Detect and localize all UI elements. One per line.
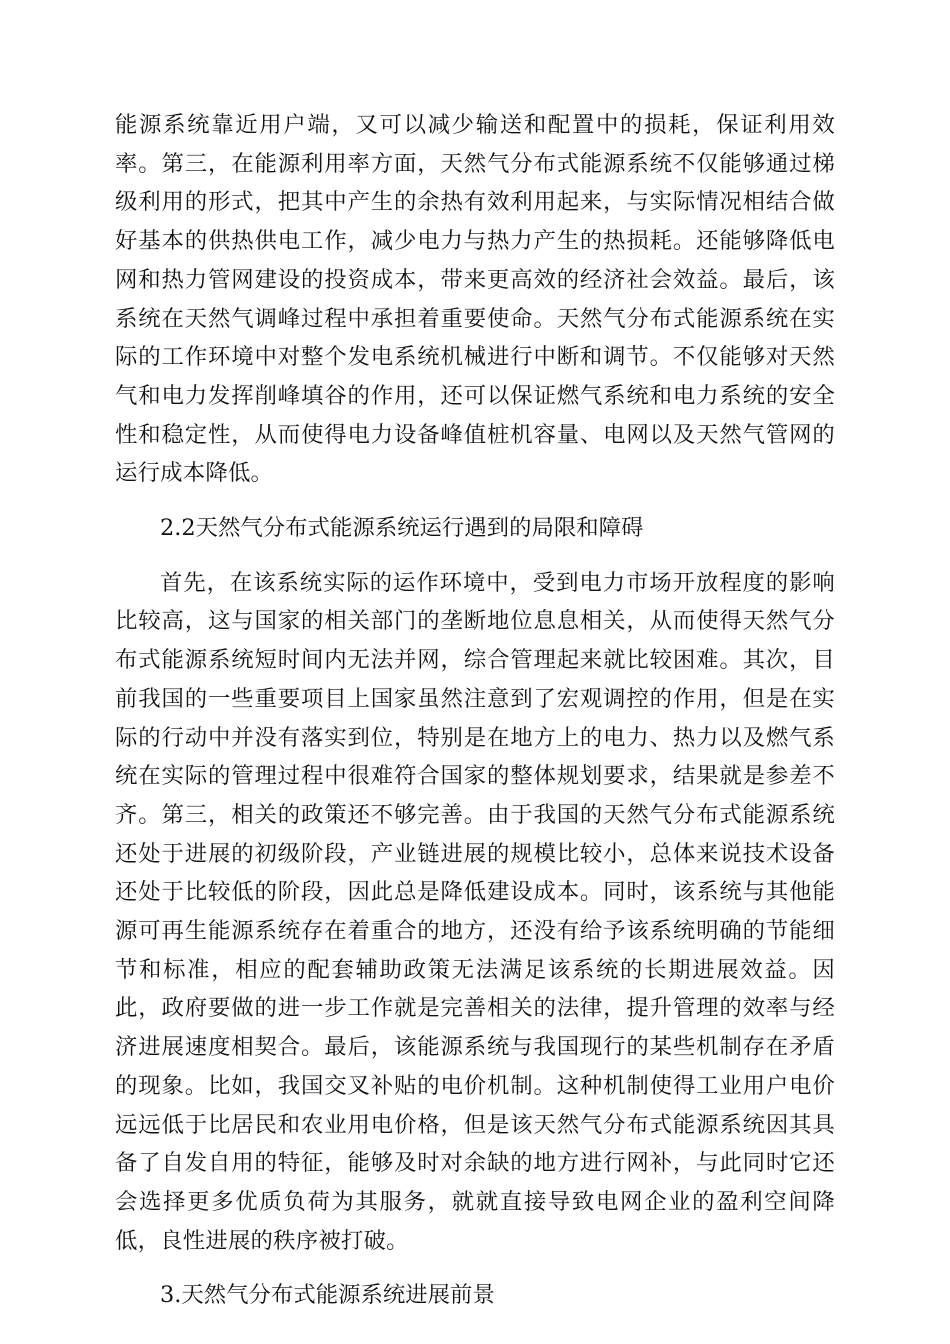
document-page [115, 106, 835, 1315]
body-paragraph-2: 首先，在该系统实际的运作环境中，受到电力市场开放程度的影响比较高，这与国家的相关部门的垄断地位息息相关，从而使得天然气分布式能源系统短时间内无法并网，综合管理起来就比较困难。其次，目前我国的一些重要项目上国家虽然注意到了宏观调控的作用，但是在实际的行动中并没有落实到位，特别是在地方上的电力、热力以及燃气系统在实际的管理过程中很难符合国家的整体规划要求，结果就是参差不齐。第三，相关的政策还不够完善。由于我国的天然气分布式能源系统还处于进展的初级阶段，产业链进展的规模比较小，总体来说技术设备还处于比较低的阶段，因此总是降低建设成本。同时，该系统与其他能源可再生能源系统存在着重合的地方，还没有给予该系统明确的节能细节和标准，相应的配套辅助政策无法满足该系统的长期进展效益。因此，政府要做的进一步工作就是完善相关的法律，提升管理的效率与经济进展速度相契合。最后，该能源系统与我国现行的某些机制存在矛盾的现象。比如，我国交叉补贴的电价机制。这种机制使得工业用户电价远远低于比居民和农业用电价格，但是该天然气分布式能源系统因其具备了自发自用的特征，能够及时对余缺的地方进行网补，与此同时它还会选择更多优质负荷为其服务，就就直接导致电网企业的盈利空间降低，良性进展的秩序被打破。 [115, 569, 835, 1254]
section-heading-3: 3.天然气分布式能源系统进展前景 [160, 1282, 495, 1309]
body-paragraph-1: 能源系统靠近用户端，又可以减少输送和配置中的损耗，保证利用效率。第三，在能源利用率方面，天然气分布式能源系统不仅能够通过梯级利用的形式，把其中产生的余热有效利用起来，与实际情况相结合做好基本的供热供电工作，减少电力与热力产生的热损耗。还能够降低电网和热力管网建设的投资成本，带来更高效的经济社会效益。最后，该系统在天然气调峰过程中承担着重要使命。天然气分布式能源系统在实际的工作环境中对整个发电系统机械进行中断和调节。不仅能够对天然气和电力发挥削峰填谷的作用，还可以保证燃气系统和电力系统的安全性和稳定性，从而使得电力设备峰值桩机容量、电网以及天然气管网的运行成本降低。 [115, 112, 835, 487]
spacer [115, 548, 835, 564]
section-heading-2-2: 2.2天然气分布式能源系统运行遇到的局限和障碍 [160, 515, 644, 542]
spacer [115, 1260, 835, 1276]
spacer [115, 493, 835, 509]
